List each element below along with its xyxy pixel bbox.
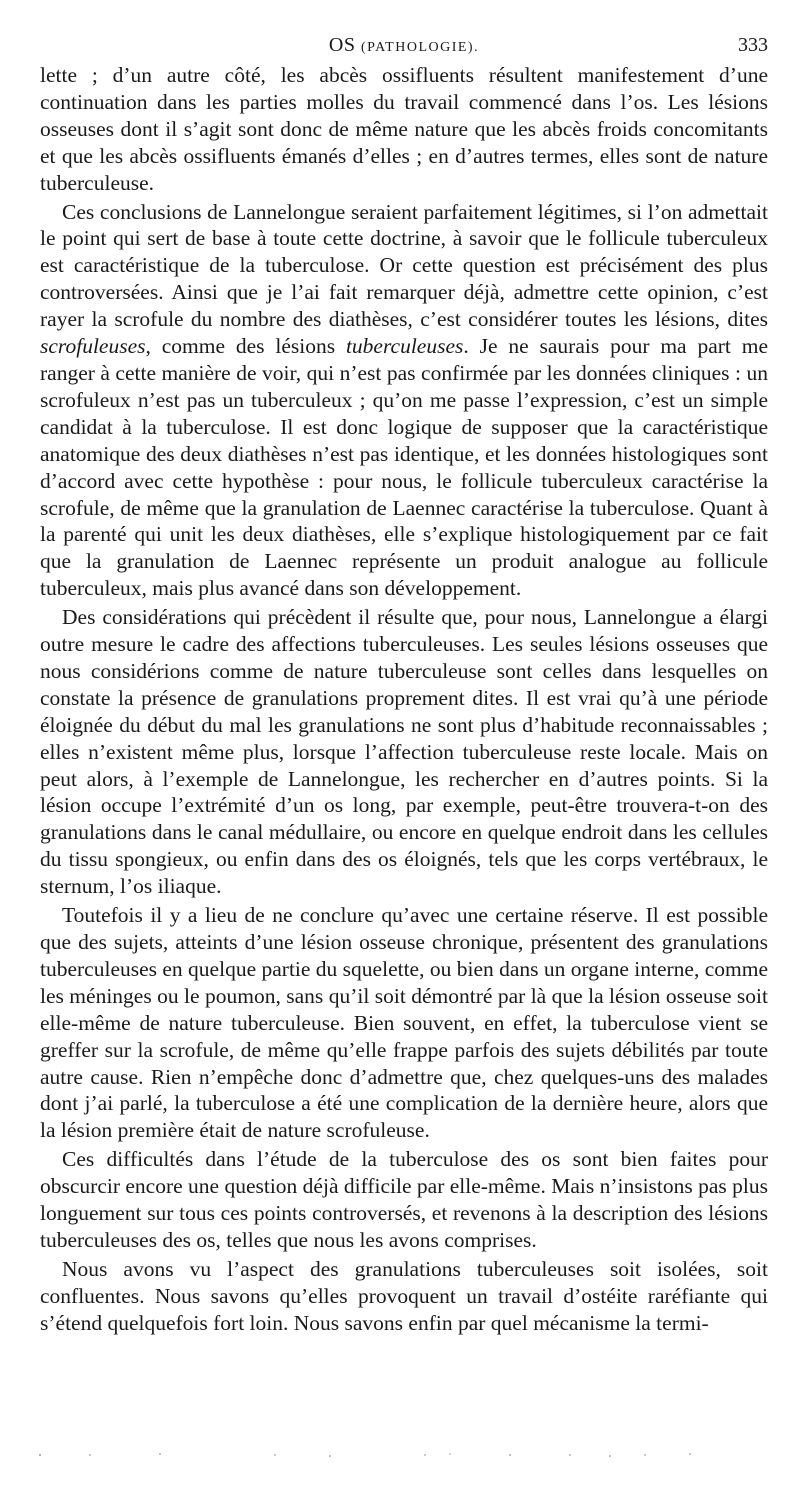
running-header bbox=[40, 30, 768, 60]
running-title-subtitle: (PATHOLOGIE). bbox=[360, 40, 480, 55]
text-run: Nous avons vu l’aspect des granulations tuberculeuses soit isolées, soit confluentes. Nous savons qu’elles provoquent un travail d’ostéite raréfiante qui s’étend quelquefois fort loin. Nous savons enfin par quel mécanisme la termi- bbox=[40, 1256, 768, 1335]
paragraph bbox=[40, 604, 768, 900]
paragraph bbox=[40, 62, 768, 197]
italic-term: tuberculeuses bbox=[345, 334, 464, 359]
paragraph bbox=[40, 1256, 768, 1337]
scan-speckle-decoration bbox=[30, 1450, 730, 1460]
text-run: Toutefois il y a lieu de ne conclure qu’avec une certaine réserve. Il est possible que des sujets, atteints d’une lésion osseuse chronique, présentent des granulations tuberculeuses en quelque partie du squelette, ou bien dans un organe interne, comme les méninges ou le poumon, sans qu’il soit démontré par là que la lésion osseuse soit elle-même de nature tuberculeuse. Bien souvent, en effet, la tuberculose vient se greffer sur la scrofule, de même qu’elle frappe parfois des sujets débilités par toute autre cause. Rien n’empêche donc d’admettre que, chez quelques-uns des malades dont j’ai parlé, la tuberculose a été une complication de la dernière heure, alors que la lésion première était de nature scrofuleuse. bbox=[40, 903, 768, 1143]
running-title-main: OS bbox=[328, 34, 356, 56]
text-run: Des considérations qui précèdent il résulte que, pour nous, Lannelongue a élargi outre mesure le cadre des affections tuberculeuses. Les seules lésions osseuses que nous considérions comme de nature tuberculeuse sont celles dans lesquelles on constate la présence de granulations proprement dites. Il est vrai qu’à une période éloignée du début du mal les granulations ne sont plus d’habitude reconnaissables ; elles n’existent même plus, lorsque l’affection tuberculeuse reste locale. Mais on peut alors, à l’exemple de Lannelongue, les rechercher en d’autres points. Si la lésion occupe l’extrémité d’un os long, par exemple, peut-être trouvera-t-on des granulations dans le canal médullaire, ou encore en quelque endroit dans les cellules du tissu spongieux, ou enfin dans des os éloignés, tels que les corps vertébraux, le sternum, l’os iliaque. bbox=[40, 605, 768, 899]
italic-term: scrofuleuses bbox=[40, 334, 146, 359]
text-run: . Je ne saurais pour ma part me ranger à cette manière de voir, qui n’est pas confirmée par les données cliniques : un scrofuleux n’est pas un tuberculeux ; qu’on me passe l’expression, c’est un simple candidat à la tuberculose. Il est donc logique de supposer que la caractéristique anatomique des deux diathèses n’est pas identique, et les données histologiques sont d’accord avec cette hypothèse : pour nous, le follicule tuberculeux caractérise la scrofule, de même que la granulation de Laennec caractérise la tuberculose. Quant à la parenté qui unit les deux diathèses, elle s’explique histologiquement par ce fait que la granulation de Laennec représente un produit analogue au follicule tuberculeux, mais plus avancé dans son développement. bbox=[40, 334, 768, 601]
page-number: 333 bbox=[738, 34, 768, 56]
running-title bbox=[40, 30, 768, 63]
body-text bbox=[40, 62, 768, 1339]
paragraph bbox=[40, 1146, 768, 1254]
paragraph bbox=[40, 199, 768, 603]
text-run: lette ; d’un autre côté, les abcès ossifluents résultent manifestement d’une continuation dans les parties molles du travail commencé dans l’os. Les lésions osseuses dont il s’agit sont donc de même nature que les abcès froids concomitants et que les abcès ossifluents émanés d’elles ; en d’autres termes, elles sont de nature tuberculeuse. bbox=[40, 63, 768, 195]
text-run: Ces difficultés dans l’étude de la tuberculose des os sont bien faites pour obscurcir encore une question déjà difficile par elle-même. Mais n’insistons pas plus longuement sur tous ces points controversés, et revenons à la description des lésions tuberculeuses des os, telles que nous les avons comprises. bbox=[40, 1147, 769, 1252]
text-run: Ces conclusions de Lannelongue seraient parfaitement légitimes, si l’on admettait le point qui sert de base à toute cette doctrine, à savoir que le follicule tuberculeux est caractéristique de la tuberculose. Or cette question est précisément des plus controversées. Ainsi que je l’ai fait remarquer déjà, admettre cette opinion, c’est rayer la scrofule du nombre des diathèses, c’est considérer toutes les lésions, dites bbox=[40, 199, 768, 332]
text-run: , comme des lésions bbox=[145, 334, 346, 359]
paragraph bbox=[40, 902, 768, 1144]
